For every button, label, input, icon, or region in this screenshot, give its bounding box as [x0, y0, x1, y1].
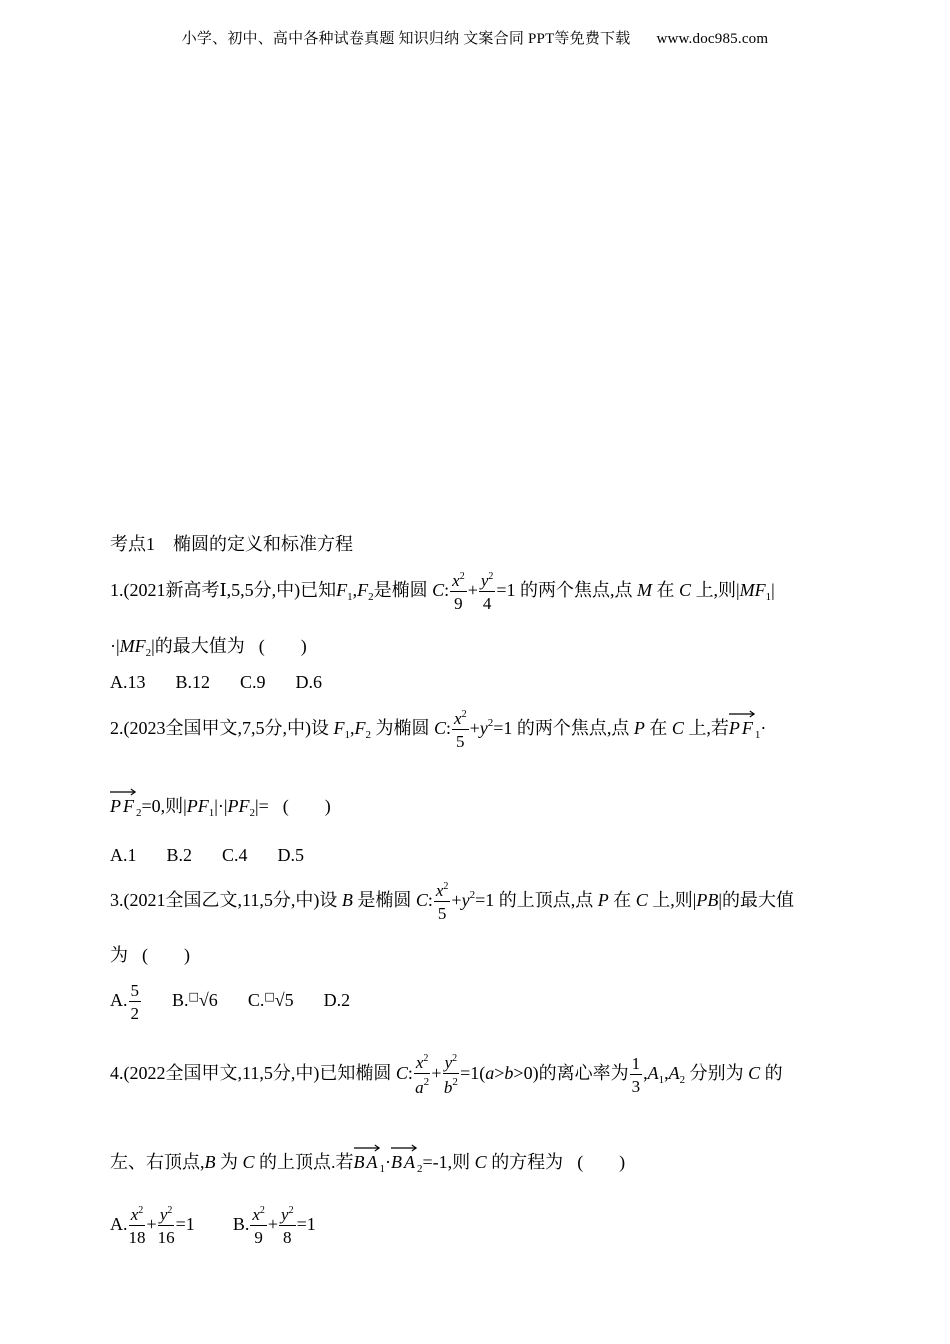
- option-d[interactable]: D.6: [295, 672, 323, 692]
- question-3-line-2: 为 ( ): [110, 945, 190, 965]
- question-1-options: [110, 672, 352, 694]
- option-a[interactable]: A.13: [110, 672, 146, 692]
- question-2-options: [110, 845, 334, 867]
- header-site-link[interactable]: www.doc985.com: [656, 31, 769, 47]
- question-1-line-2: $\cdot|MF_2|$的最大值为 ( ): [110, 636, 307, 659]
- option-c[interactable]: C.□√5: [247, 990, 294, 1011]
- question-2-line-2: PF $_2$=0,则$|PF_1|\cdot|PF_2|=$ ( ): [110, 796, 331, 820]
- option-a[interactable]: A. $\frac{x^2}{18}$ + $\frac{y^2}{16}$ =1: [110, 1205, 195, 1247]
- question-4-options: [110, 1206, 346, 1246]
- section-title: 考点1 椭圆的定义和标准方程: [110, 534, 353, 554]
- question-3-line-1: 3.(2021全国乙文,11,5分,中)设 B 是椭圆 C: $\frac{x^2}{5}$ $+y^2=1$ 的上顶点,点 P 在 C 上,则|PB|的最大值: [110, 881, 794, 923]
- option-b[interactable]: B. $\frac{x^2}{9}$ + $\frac{y^2}{8}$ =1: [232, 1205, 316, 1247]
- option-b[interactable]: B.12: [175, 672, 211, 692]
- option-c[interactable]: C.4: [222, 845, 248, 865]
- question-1-line-1: 1.(2021新高考Ⅰ,5,5分,中)已知$F_1,F_2$是椭圆 C: $\frac{x^2}{9}$ + $\frac{y^2}{4}$ =1 的两个焦点,点 M 在 C 上,则$|MF_1|$: [110, 571, 775, 613]
- option-c[interactable]: C.9: [240, 672, 266, 692]
- option-b[interactable]: B.□√6: [172, 990, 218, 1011]
- option-d[interactable]: D.2: [323, 990, 351, 1011]
- question-4-line-2: 左、右顶点,B 为 C 的上顶点.若BA $_1$·BA $_2$=-1,则 C 的方程为 ( ): [110, 1152, 625, 1176]
- option-b[interactable]: B.2: [166, 845, 193, 865]
- page-header: [0, 27, 950, 48]
- option-d[interactable]: D.5: [277, 845, 305, 865]
- question-2-line-1: 2.(2023全国甲文,7,5分,中)设 $F_1,F_2$ 为椭圆 C: $\frac{x^2}{5}$ $+y^2=1$ 的两个焦点,点 P 在 C 上,若PF $_1$·: [110, 709, 767, 751]
- header-text: 小学、初中、高中各种试卷真题 知识归纳 文案合同 PPT等免费下载: [181, 31, 631, 47]
- option-a[interactable]: A.1: [110, 845, 137, 865]
- question-4-line-1: 4.(2022全国甲文,11,5分,中)已知椭圆 C: $\frac{x^2}{a^2}$ + $\frac{y^2}{b^2}$ =1(a>b>0)的离心率为 $\frac{1}{3}$ $,A_1,A_2$ 分别为 C 的: [110, 1053, 783, 1097]
- option-a[interactable]: A. $\frac{5}{2}$: [110, 981, 139, 1023]
- question-3-options: [110, 982, 380, 1022]
